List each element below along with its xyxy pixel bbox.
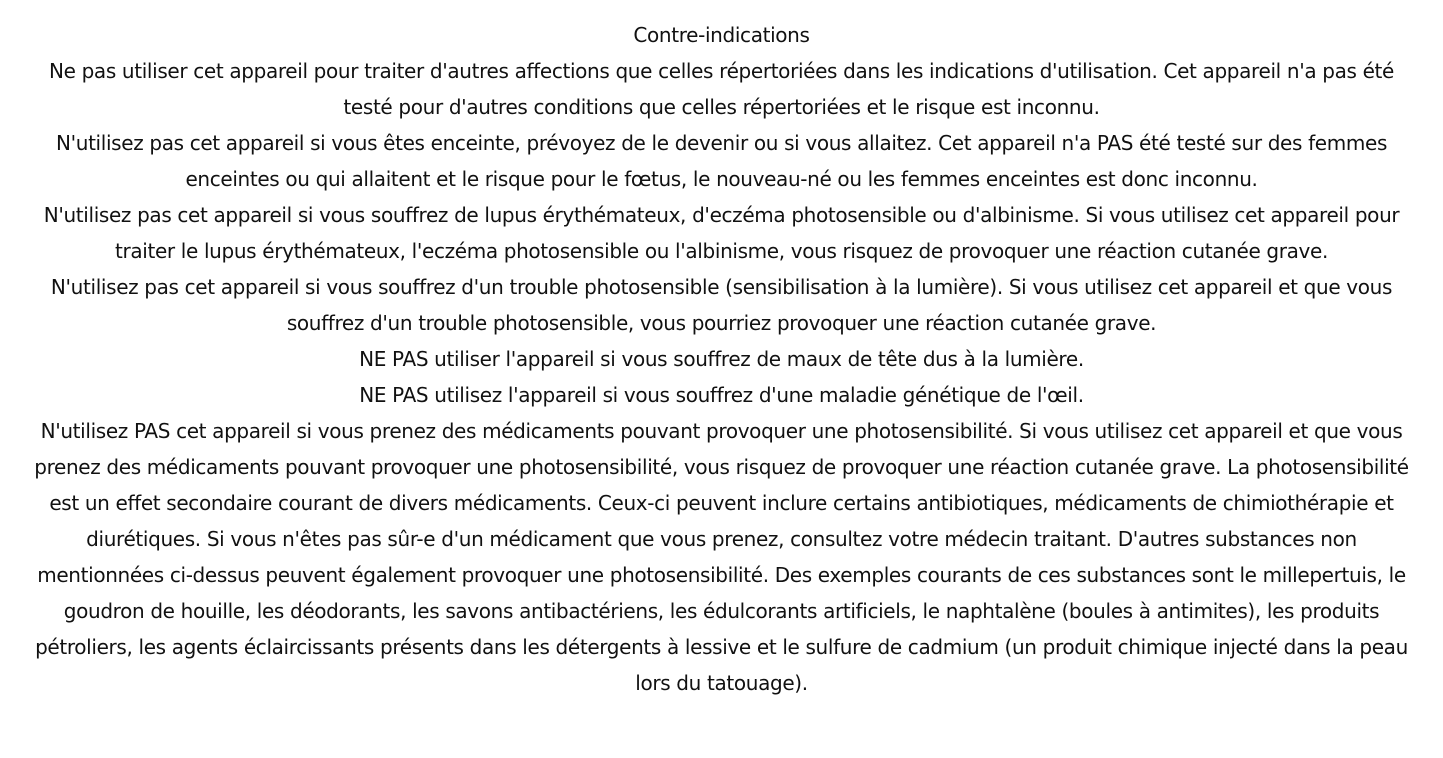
paragraph-photosensitive-disorder: N'utilisez pas cet appareil si vous souffrez d'un trouble photosensible (sensibilisation à la lumière). Si vous utilisez cet appareil et que vous souffrez d'un trouble photosensible, vous pourriez provoquer une réaction cutanée grave. xyxy=(50,275,1393,335)
paragraph-genetic-eye-disease: NE PAS utilisez l'appareil si vous souffrez d'une maladie génétique de l'œil. xyxy=(359,383,1084,407)
paragraph-other-conditions: Ne pas utiliser cet appareil pour traiter d'autres affections que celles répertoriées dans les indications d'utilisation. Cet appareil n'a pas été testé pour d'autres conditions que celles répertoriées et le risque est inconnu. xyxy=(49,59,1394,119)
document-title: Contre-indications xyxy=(633,23,810,47)
paragraph-photosensitizing-medication: N'utilisez PAS cet appareil si vous prenez des médicaments pouvant provoquer une photosensibilité. Si vous utilisez cet appareil et que vous prenez des médicaments pouvant provoquer une photosensibilité, vous risquez de provoquer une réaction cutanée grave. La photosensibilité est un effet secondaire courant de divers médicaments. Ceux-ci peuvent inclure certains antibiotiques, médicaments de chimiothérapie et diurétiques. Si vous n'êtes pas sûr-e d'un médicament que vous prenez, consultez votre médecin traitant. D'autres substances non mentionnées ci-dessus peuvent également provoquer une photosensibilité. Des exemples courants de ces substances sont le millepertuis, le goudron de houille, les déodorants, les savons antibactériens, les édulcorants artificiels, le naphtalène (boules à antimites), les produits pétroliers, les agents éclaircissants présents dans les détergents à lessive et le sulfure de cadmium (un produit chimique injecté dans la peau lors du tatouage). xyxy=(34,419,1409,695)
paragraph-lupus-eczema-albinism: N'utilisez pas cet appareil si vous souffrez de lupus érythémateux, d'eczéma photosensible ou d'albinisme. Si vous utilisez cet appareil pour traiter le lupus érythémateux, l'eczéma photosensible ou l'albinisme, vous risquez de provoquer une réaction cutanée grave. xyxy=(43,203,1400,263)
paragraph-light-headaches: NE PAS utiliser l'appareil si vous souffrez de maux de tête dus à la lumière. xyxy=(359,347,1084,371)
paragraph-pregnancy: N'utilisez pas cet appareil si vous êtes enceinte, prévoyez de le devenir ou si vous allaitez. Cet appareil n'a PAS été testé sur des femmes enceintes ou qui allaitent et le risque pour le fœtus, le nouveau-né ou les femmes enceintes est donc inconnu. xyxy=(55,131,1388,191)
